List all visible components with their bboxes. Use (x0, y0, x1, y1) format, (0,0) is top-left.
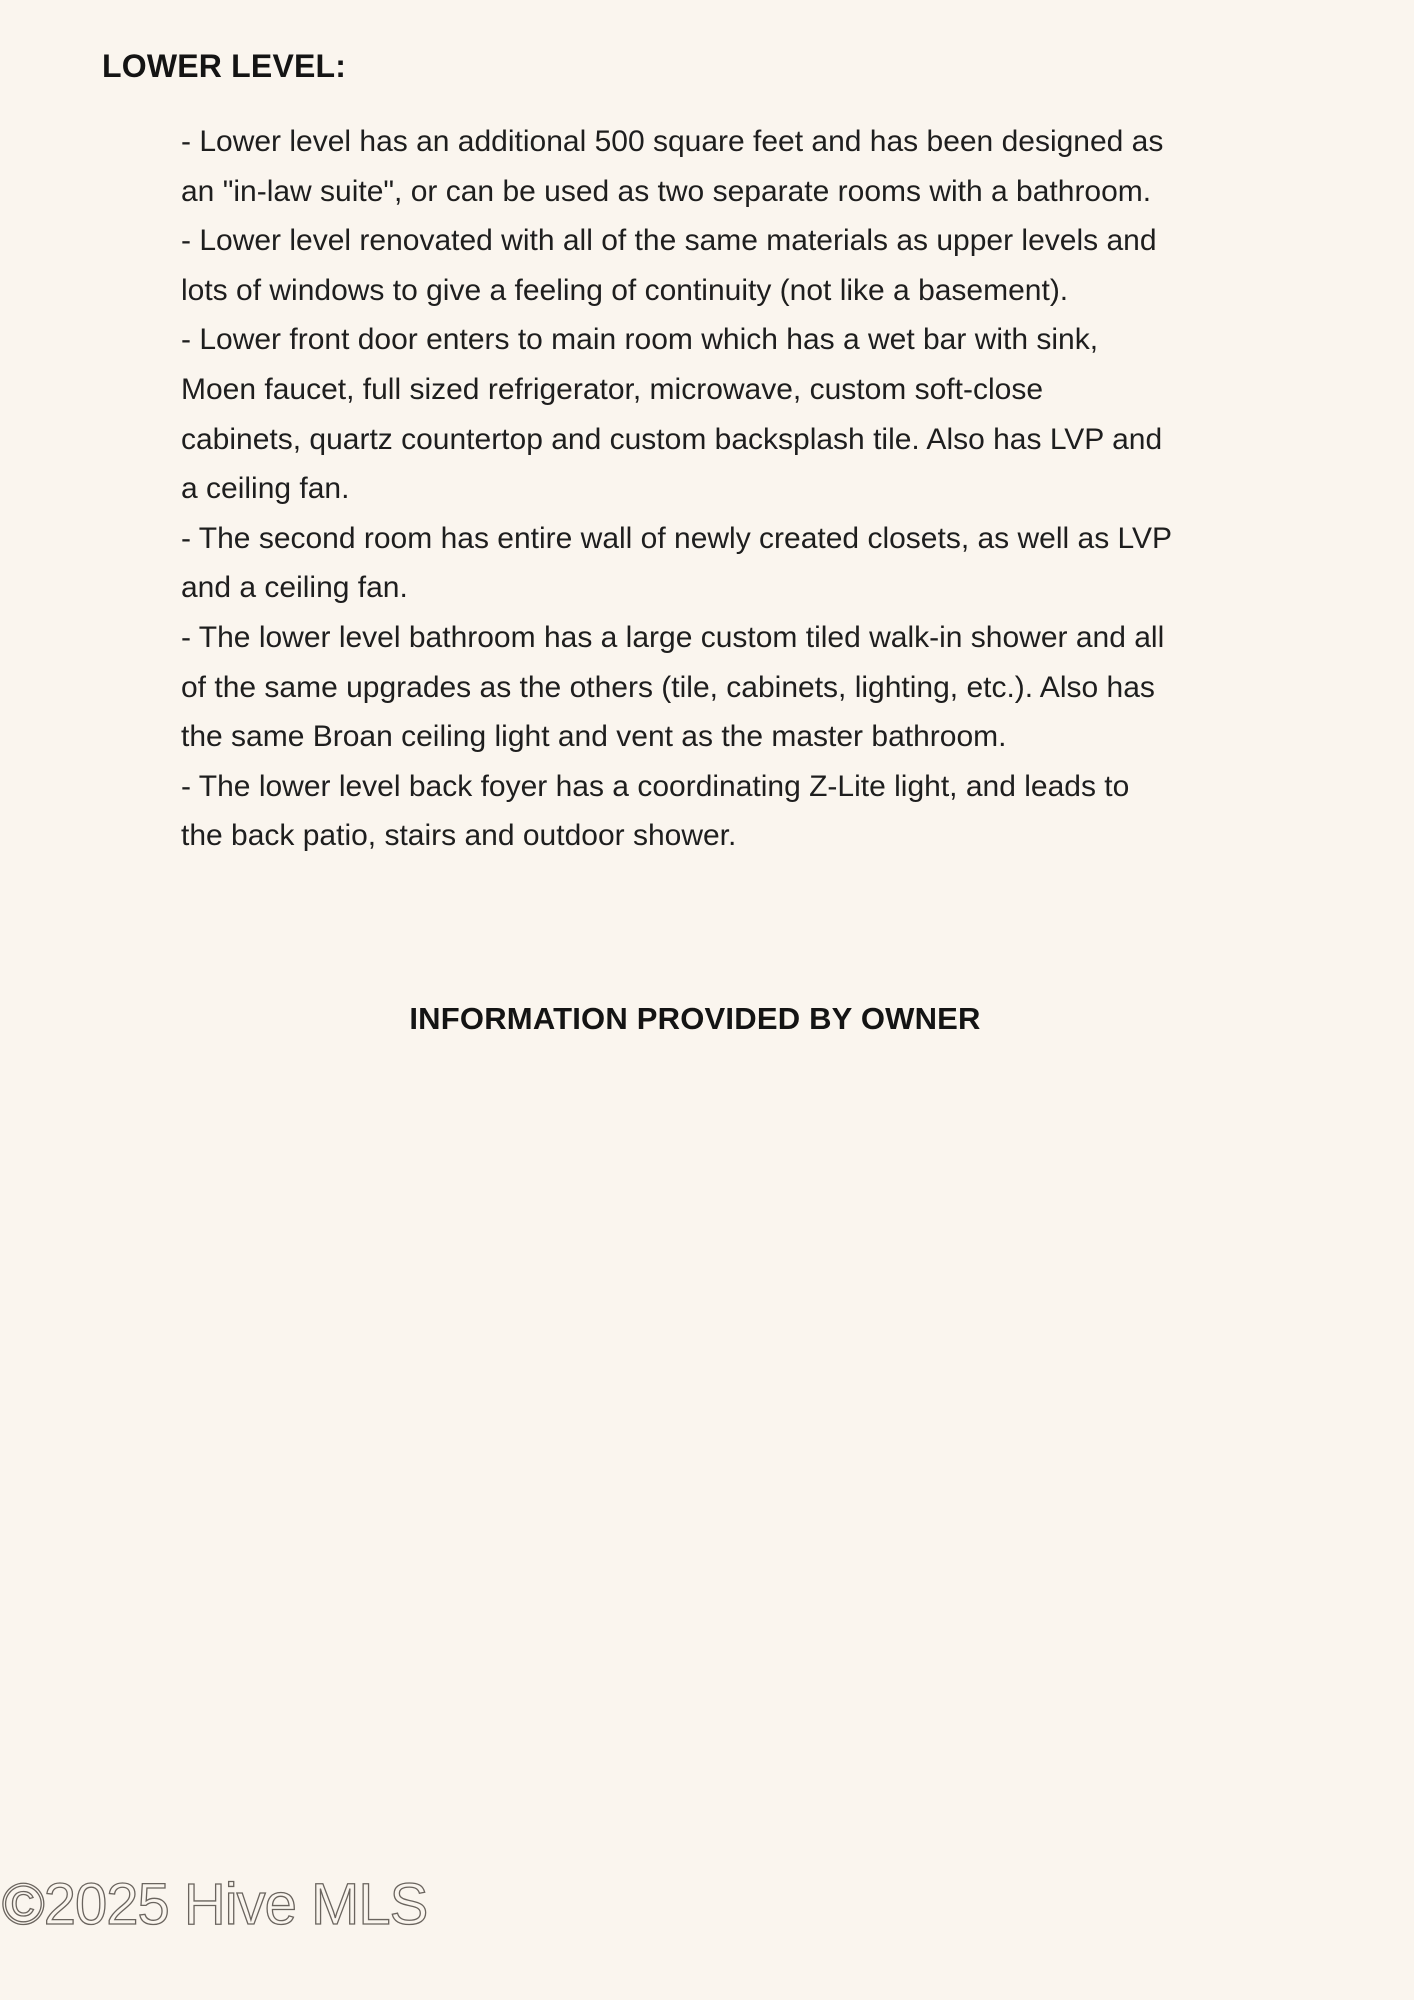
info-provided-by-owner-heading: INFORMATION PROVIDED BY OWNER (409, 1001, 981, 1036)
body-text-block (181, 117, 1291, 861)
body-line: Moen faucet, full sized refrigerator, microwave, custom soft-close (181, 372, 1044, 406)
body-line: and a ceiling fan. (181, 571, 408, 605)
body-line: - Lower level has an additional 500 square feet and has been designed as (181, 125, 1164, 158)
body-line: - Lower front door enters to main room which has a wet bar with sink, (181, 323, 1099, 357)
body-line: of the same upgrades as the others (tile, cabinets, lighting, etc.). Also has (181, 670, 1155, 704)
body-line: cabinets, quartz countertop and custom backsplash tile. Also has LVP and (181, 422, 1163, 456)
body-line: the back patio, stairs and outdoor shower. (181, 819, 737, 853)
section-heading: LOWER LEVEL: (102, 48, 347, 84)
body-line: - Lower level renovated with all of the same materials as upper levels and (181, 224, 1157, 258)
body-line: - The lower level bathroom has a large custom tiled walk-in shower and all (181, 620, 1165, 654)
body-line: a ceiling fan. (181, 472, 350, 506)
body-line: lots of windows to give a feeling of continuity (not like a basement). (181, 273, 1069, 307)
body-line: the same Broan ceiling light and vent as the master bathroom. (181, 720, 1007, 754)
body-line: an "in-law suite", or can be used as two separate rooms with a bathroom. (181, 174, 1152, 208)
mls-copyright-watermark: ©2025 Hive MLS (2, 1872, 428, 1937)
body-line: - The lower level back foyer has a coordinating Z-Lite light, and leads to (181, 769, 1130, 803)
body-line: - The second room has entire wall of newly created closets, as well as LVP (181, 521, 1173, 555)
